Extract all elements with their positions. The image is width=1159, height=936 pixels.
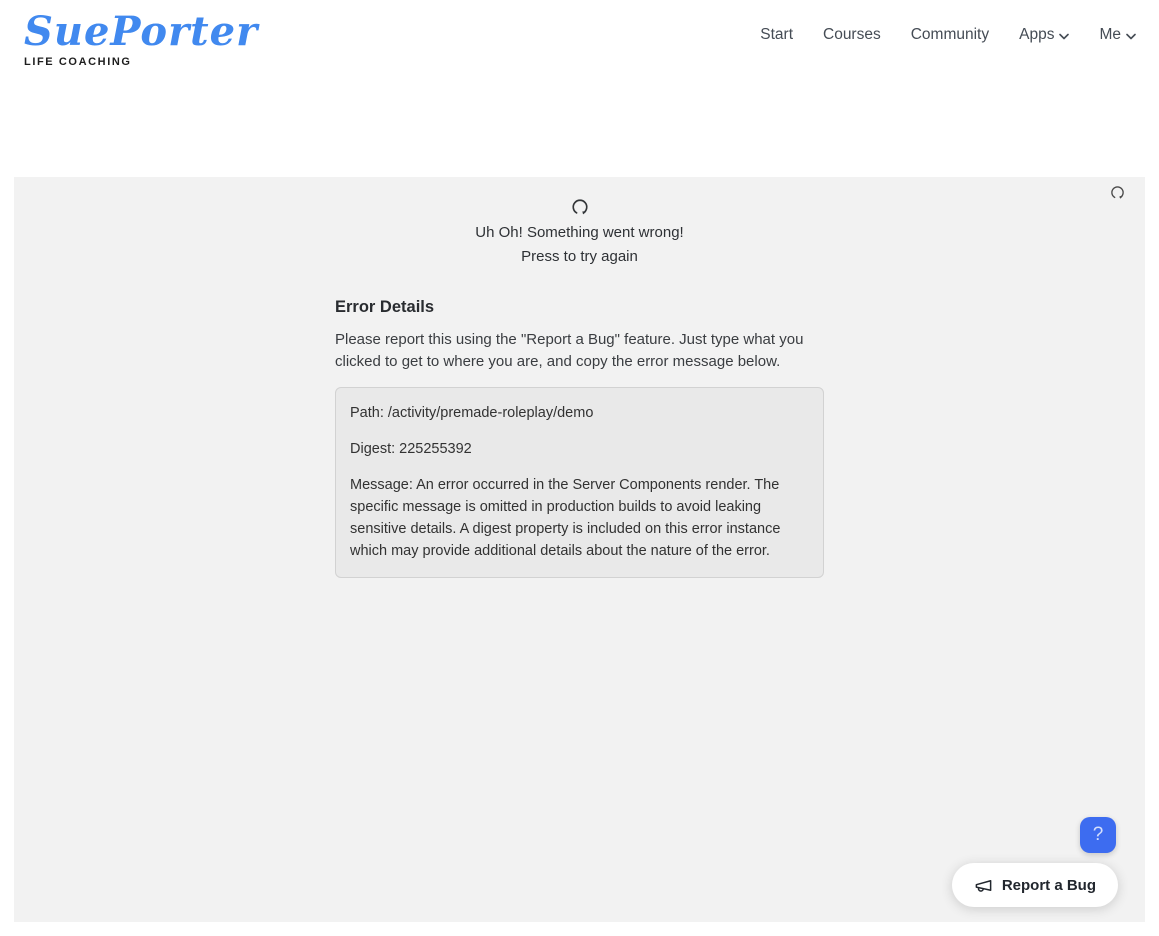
brand-tagline: LIFE COACHING xyxy=(24,56,132,68)
nav-item-label: Community xyxy=(910,26,990,43)
nav-item-label: Courses xyxy=(823,26,881,43)
nav-item-me[interactable] xyxy=(1099,26,1136,44)
megaphone-icon xyxy=(974,876,993,895)
header xyxy=(0,0,1159,100)
help-button[interactable] xyxy=(1080,817,1116,853)
nav-item-label: Me xyxy=(1099,26,1121,43)
error-details-section xyxy=(335,298,824,578)
chevron-down-icon xyxy=(1126,33,1136,40)
nav-item-community[interactable] xyxy=(911,26,989,44)
error-panel xyxy=(14,177,1145,922)
error-message: Message: An error occurred in the Server Components render. The specific message is omitted in production builds to avoid leaking sensitive details. A digest property is included on this error instance which may provide additional details about the nature of the error. xyxy=(350,477,781,559)
nav-item-start[interactable] xyxy=(760,26,793,44)
error-path: Path: /activity/premade-roleplay/demo xyxy=(350,405,594,421)
refresh-icon[interactable] xyxy=(1110,185,1125,200)
error-title: Uh Oh! Something went wrong! xyxy=(475,224,684,241)
nav-item-apps[interactable] xyxy=(1019,26,1069,44)
retry-block xyxy=(14,177,1145,265)
nav-item-courses[interactable] xyxy=(823,26,881,44)
report-bug-label: Report a Bug xyxy=(1001,876,1096,894)
brand-wordmark: SuePorter xyxy=(24,8,259,55)
error-details-instructions: Please report this using the "Report a Bug" feature. Just type what you clicked to get to where you are, and copy the error message below. xyxy=(335,331,804,370)
nav-item-label: Apps xyxy=(1019,26,1055,43)
report-bug-button[interactable] xyxy=(952,863,1118,907)
question-mark-icon: ? xyxy=(1092,824,1104,845)
error-digest: Digest: 225255392 xyxy=(350,441,472,457)
nav-item-label: Start xyxy=(760,26,793,43)
error-details-heading: Error Details xyxy=(335,298,435,316)
logo[interactable] xyxy=(24,10,258,68)
main-nav xyxy=(760,26,1136,44)
retry-button[interactable]: Press to try again xyxy=(521,248,638,265)
error-message-box xyxy=(335,387,824,578)
chevron-down-icon xyxy=(1059,33,1069,40)
refresh-icon[interactable] xyxy=(571,198,589,216)
